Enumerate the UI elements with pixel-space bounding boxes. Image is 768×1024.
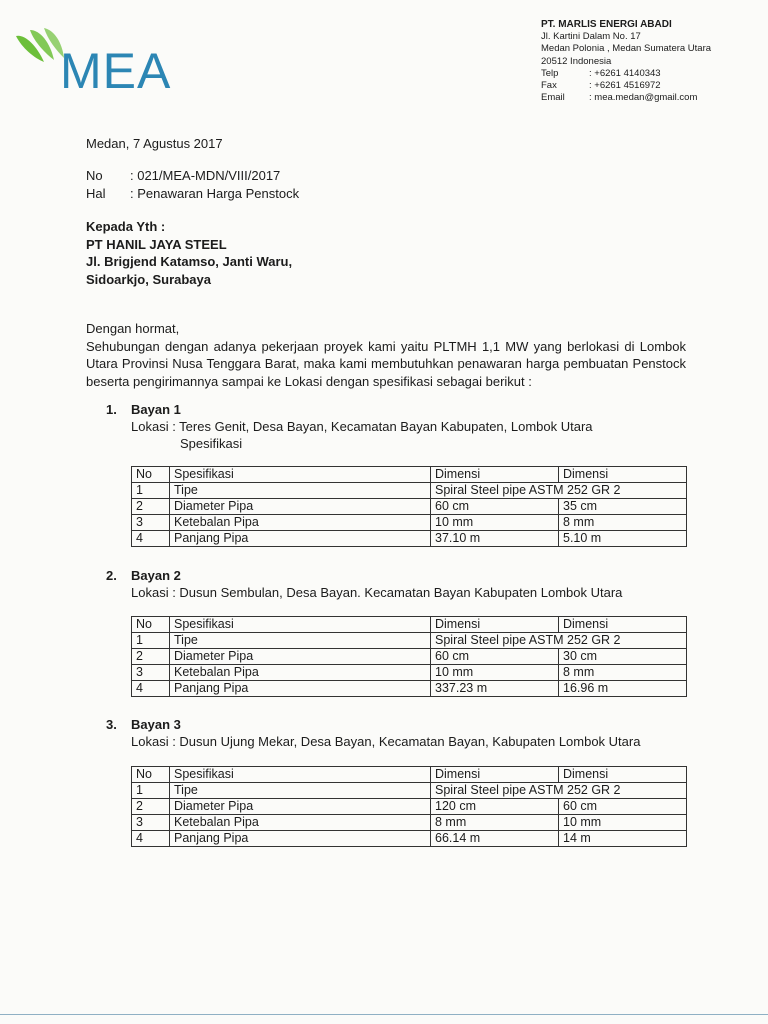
table-cell: Panjang Pipa <box>170 531 431 547</box>
email-label: Email <box>541 92 565 104</box>
letter-date: Medan, 7 Agustus 2017 <box>86 136 223 151</box>
recipient-block <box>86 218 292 288</box>
table-cell: Spiral Steel pipe ASTM 252 GR 2 <box>431 783 687 799</box>
page-bottom-rule <box>0 1014 768 1015</box>
table-cell: 3 <box>132 815 170 831</box>
letter-body <box>86 320 686 390</box>
table-cell: 4 <box>132 831 170 847</box>
recipient-city: Sidoarkjo, Surabaya <box>86 271 211 287</box>
section-location: Lokasi : Dusun Sembulan, Desa Bayan. Kecamatan Bayan Kabupaten Lombok Utara <box>131 585 623 600</box>
company-address-line-3: 20512 Indonesia <box>541 55 612 67</box>
table-cell: Panjang Pipa <box>170 831 431 847</box>
telp-value: : +6261 4140343 <box>589 67 661 79</box>
header-cell: Spesifikasi <box>170 467 431 483</box>
spec-table-bayan-2 <box>131 616 687 697</box>
table-cell: 4 <box>132 681 170 697</box>
table-row <box>132 499 687 515</box>
table-cell: Ketebalan Pipa <box>170 815 431 831</box>
table-cell: 1 <box>132 633 170 649</box>
recipient-greeting: Kepada Yth : <box>86 219 166 234</box>
table-cell: 8 mm <box>559 515 687 531</box>
table-cell: 66.14 m <box>431 831 559 847</box>
section-number: 1. <box>106 402 117 417</box>
table-cell: 120 cm <box>431 799 559 815</box>
table-header-row <box>132 767 687 783</box>
table-cell: 60 cm <box>431 499 559 515</box>
table-cell: Ketebalan Pipa <box>170 665 431 681</box>
table-cell: Diameter Pipa <box>170 649 431 665</box>
table-header-row <box>132 467 687 483</box>
logo-text: MEA <box>60 43 172 99</box>
recipient-street: Jl. Brigjend Katamso, Janti Waru, <box>86 254 293 269</box>
leaf-icon <box>16 28 64 62</box>
letter-number-label: No <box>86 168 103 183</box>
section-title: Bayan 1 <box>131 402 181 417</box>
spec-table-bayan-3 <box>131 766 687 847</box>
section-subtitle: Spesifikasi <box>180 436 243 451</box>
table-cell: 337.23 m <box>431 681 559 697</box>
recipient-company: PT HANIL JAYA STEEL <box>86 236 227 252</box>
company-telp <box>541 68 711 80</box>
table-cell: Panjang Pipa <box>170 681 431 697</box>
table-row <box>132 831 687 847</box>
table-cell: 37.10 m <box>431 531 559 547</box>
header-cell: Dimensi <box>431 467 559 483</box>
section-heading <box>106 401 696 418</box>
table-cell: 8 mm <box>559 665 687 681</box>
header-cell: No <box>132 767 170 783</box>
letter-number: : 021/MEA-MDN/VIII/2017 <box>130 168 281 183</box>
company-name: PT. MARLIS ENERGI ABADI <box>541 19 672 30</box>
company-address-line-1: Jl. Kartini Dalam No. 17 <box>541 31 641 43</box>
company-address-line-2: Medan Polonia , Medan Sumatera Utara <box>541 43 712 55</box>
table-cell: 30 cm <box>559 649 687 665</box>
letter-number-row <box>86 167 299 185</box>
table-cell: Spiral Steel pipe ASTM 252 GR 2 <box>431 483 687 499</box>
table-cell: 60 cm <box>559 799 687 815</box>
letter-meta <box>86 167 299 203</box>
fax-value: : +6261 4516972 <box>589 80 661 92</box>
table-cell: Tipe <box>170 483 431 499</box>
section-title: Bayan 2 <box>131 568 181 583</box>
header-cell: Dimensi <box>559 467 687 483</box>
table-row <box>132 681 687 697</box>
table-cell: 10 mm <box>559 815 687 831</box>
table-cell: 1 <box>132 483 170 499</box>
header-cell: Dimensi <box>559 767 687 783</box>
fax-label: Fax <box>541 80 557 92</box>
section-number: 2. <box>106 568 117 583</box>
section-heading <box>106 716 696 733</box>
table-cell: 3 <box>132 665 170 681</box>
section-heading <box>106 567 696 584</box>
table-row <box>132 815 687 831</box>
table-cell: 5.10 m <box>559 531 687 547</box>
spec-table-bayan-1 <box>131 466 687 547</box>
table-cell: Diameter Pipa <box>170 799 431 815</box>
section-location: Lokasi : Teres Genit, Desa Bayan, Kecamatan Bayan Kabupaten, Lombok Utara <box>131 419 593 434</box>
table-cell: 4 <box>132 531 170 547</box>
table-row <box>132 483 687 499</box>
header-cell: Dimensi <box>431 617 559 633</box>
table-cell: 2 <box>132 499 170 515</box>
section-bayan-3 <box>106 716 696 750</box>
table-cell: 8 mm <box>431 815 559 831</box>
section-bayan-2 <box>106 567 696 601</box>
header-cell: Spesifikasi <box>170 617 431 633</box>
table-cell: 35 cm <box>559 499 687 515</box>
email-value: : mea.medan@gmail.com <box>589 92 698 104</box>
table-cell: Diameter Pipa <box>170 499 431 515</box>
table-row <box>132 783 687 799</box>
table-row <box>132 799 687 815</box>
telp-label: Telp <box>541 67 559 79</box>
company-email <box>541 92 711 104</box>
table-row <box>132 665 687 681</box>
section-number: 3. <box>106 717 117 732</box>
table-cell: 16.96 m <box>559 681 687 697</box>
company-letterhead <box>541 19 711 104</box>
table-cell: 2 <box>132 649 170 665</box>
letter-subject-label: Hal <box>86 186 106 201</box>
table-cell: Spiral Steel pipe ASTM 252 GR 2 <box>431 633 687 649</box>
table-row <box>132 633 687 649</box>
section-bayan-1 <box>106 401 696 452</box>
table-row <box>132 531 687 547</box>
header-cell: Spesifikasi <box>170 767 431 783</box>
table-cell: 1 <box>132 783 170 799</box>
table-row <box>132 515 687 531</box>
table-row <box>132 649 687 665</box>
header-cell: Dimensi <box>559 617 687 633</box>
table-cell: Ketebalan Pipa <box>170 515 431 531</box>
table-cell: Tipe <box>170 633 431 649</box>
table-cell: 2 <box>132 799 170 815</box>
section-location: Lokasi : Dusun Ujung Mekar, Desa Bayan, Kecamatan Bayan, Kabupaten Lombok Utara <box>131 734 641 749</box>
company-fax <box>541 80 711 92</box>
header-cell: No <box>132 467 170 483</box>
header-cell: No <box>132 617 170 633</box>
body-paragraph: Sehubungan dengan adanya pekerjaan proyek kami yaitu PLTMH 1,1 MW yang berlokasi di Lombok Utara Provinsi Nusa Tenggara Barat, maka kami membutuhkan penawaran harga pembuatan Penstock beserta pengirimannya sampai ke Lokasi dengan spesifikasi sebagai berikut : <box>86 338 686 389</box>
table-header-row <box>132 617 687 633</box>
table-cell: 10 mm <box>431 515 559 531</box>
section-title: Bayan 3 <box>131 717 181 732</box>
table-cell: 14 m <box>559 831 687 847</box>
letter-subject-row <box>86 185 299 203</box>
table-cell: 10 mm <box>431 665 559 681</box>
salutation: Dengan hormat, <box>86 321 180 336</box>
table-cell: 3 <box>132 515 170 531</box>
table-cell: Tipe <box>170 783 431 799</box>
table-cell: 60 cm <box>431 649 559 665</box>
letter-subject: : Penawaran Harga Penstock <box>130 186 300 201</box>
header-cell: Dimensi <box>431 767 559 783</box>
